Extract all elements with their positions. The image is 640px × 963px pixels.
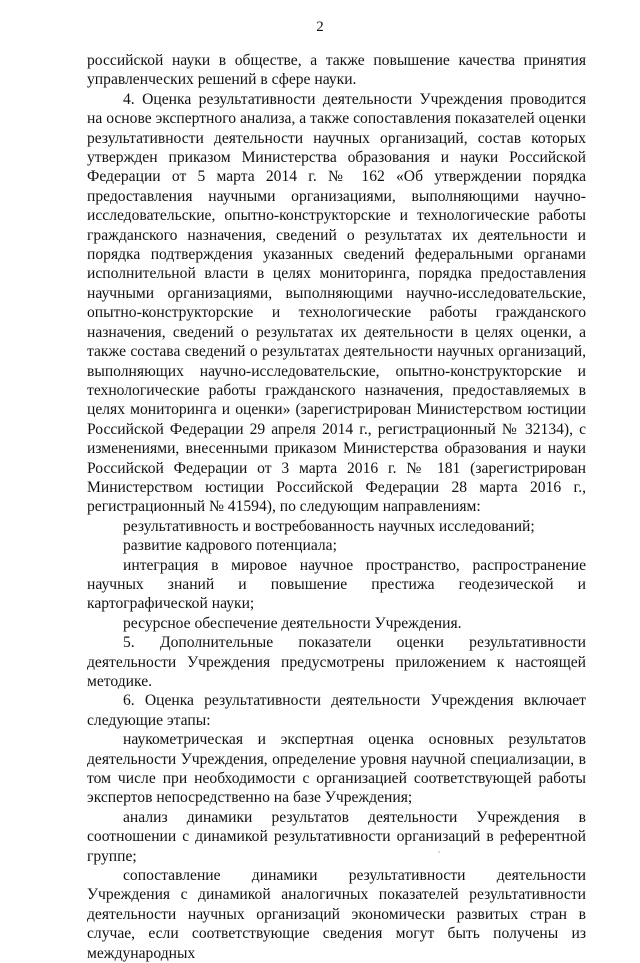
paragraph-item-5: 5. Дополнительные показатели оценки результативности деятельности Учреждения предусмотрены приложением к настоящей методике.	[87, 634, 586, 690]
document-body	[87, 51, 586, 963]
paragraph-item-6: 6. Оценка результативности деятельности Учреждения включает следующие этапы:	[87, 692, 586, 729]
page-number: 2	[316, 19, 324, 35]
scan-speck	[438, 851, 440, 853]
list-item-research-effectiveness: результативность и востребованность научных исследований;	[123, 517, 535, 535]
list-item-resource-support: ресурсное обеспечение деятельности Учреждения.	[123, 614, 462, 632]
list-item-scientometric-assessment: наукометрическая и экспертная оценка основных результатов деятельности Учреждения, определение уровня научной специализации, в том числе при необходимости с организацией соответствующей работы экспертов непосредственно на базе Учреждения;	[87, 731, 586, 807]
list-item-international-comparison: сопоставление динамики результативности деятельности Учреждения с динамикой аналогичных показателей результативности деятельности научных организаций экономически развитых стран в случае, если соответствующие сведения могут быть получены из международных	[87, 867, 586, 962]
paragraph-item-4: 4. Оценка результативности деятельности Учреждения проводится на основе экспертного анализа, а также сопоставления показателей оценки результативности деятельности научных организаций, состав которых утвержден приказом Министерства образования и науки Российской Федерации от 5 марта 2014 г. № 162 «Об утверждении порядка предоставления научными организациями, выполняющими научно-исследовательские, опытно-конструкторские и технологические работы гражданского назначения, сведений о результатах их деятельности и порядка подтверждения указанных сведений федеральными органами исполнительной власти в целях мониторинга, порядка предоставления научными организациями, выполняющими научно-исследовательские, опытно-конструкторские и технологические работы гражданского назначения, сведений о результатах их деятельности в целях оценки, а также состава сведений о результатах деятельности научных организаций, выполняющих научно-исследовательские, опытно-конструкторские и технологические работы гражданского назначения, предоставляемых в целях мониторинга и оценки» (зарегистрирован Министерством юстиции Российской Федерации 29 апреля 2014 г., регистрационный № 32134), с изменениями, внесенными приказом Министерства образования и науки Российской Федерации от 3 марта 2016 г. № 181 (зарегистрирован Министерством юстиции Российской Федерации 28 марта 2016 г., регистрационный № 41594), по следующим направлениям:	[87, 90, 586, 516]
list-item-dynamics-analysis: анализ динамики результатов деятельности Учреждения в соотношении с динамикой результативности организаций в референтной группе;	[87, 808, 586, 865]
list-item-personnel-development: развитие кадрового потенциала;	[123, 537, 337, 555]
list-item-global-integration: интеграция в мировое научное пространство, распространение научных знаний и повышение престижа геодезической и картографической науки;	[87, 556, 586, 613]
paragraph-continuation: российской науки в обществе, а также повышение качества принятия управленческих решений в сфере науки.	[87, 52, 586, 89]
